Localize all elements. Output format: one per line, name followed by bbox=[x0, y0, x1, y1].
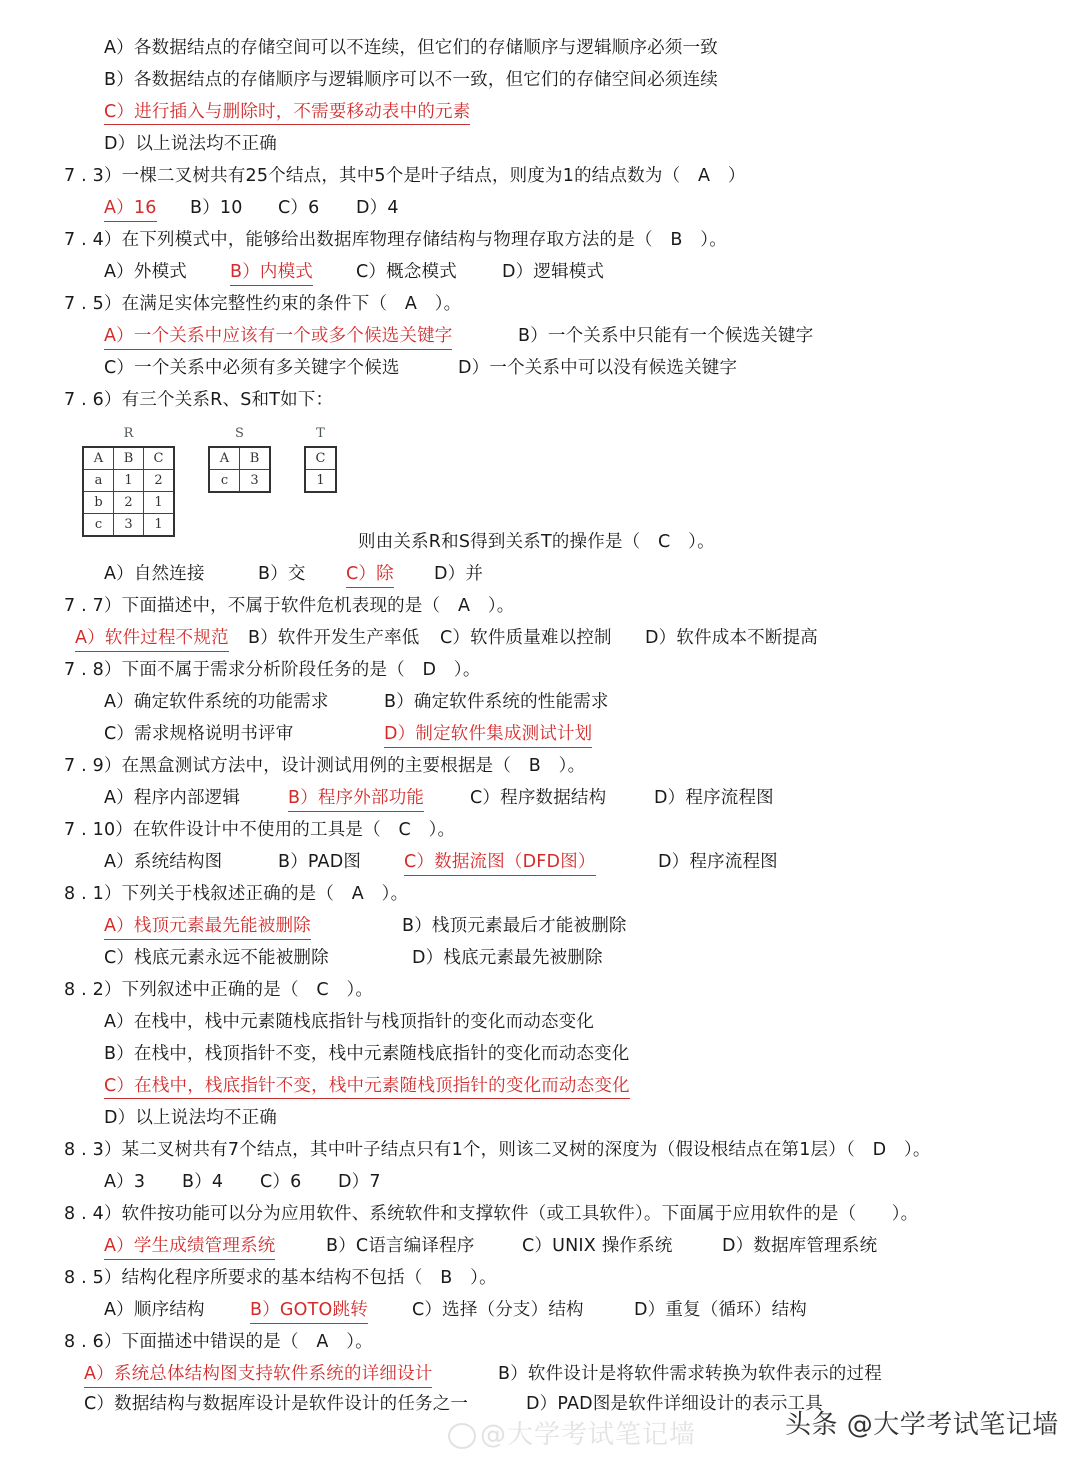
option-a: A）外模式 bbox=[104, 262, 187, 282]
option-d: D）数据库管理系统 bbox=[722, 1236, 878, 1256]
question-7-6: 7 . 6）有三个关系R、S和T如下： bbox=[64, 390, 334, 410]
relation-r-table bbox=[82, 426, 175, 537]
option-d: D）7 bbox=[338, 1172, 381, 1192]
option-b: B）一个关系中只能有一个候选关键字 bbox=[518, 326, 814, 346]
option-d: D）逻辑模式 bbox=[502, 262, 605, 282]
option-c: C）6 bbox=[260, 1172, 302, 1192]
option-d: D）PAD图是软件详细设计的表示工具 bbox=[526, 1394, 823, 1414]
option-c: C）6 bbox=[278, 198, 320, 218]
question-7-8: 7 . 8）下面不属于需求分析阶段任务的是（ D ）。 bbox=[64, 660, 481, 680]
option-d: D）程序流程图 bbox=[654, 788, 774, 808]
option-b: B）软件设计是将软件需求转换为软件表示的过程 bbox=[498, 1364, 882, 1384]
option-a: A）自然连接 bbox=[104, 564, 205, 584]
option-a-answer: A）栈顶元素最先能被删除 bbox=[104, 915, 311, 940]
option-c: C）软件质量难以控制 bbox=[440, 628, 612, 648]
question-8-2-option-b: B）在栈中，栈顶指针不变，栈中元素随栈底指针的变化而动态变化 bbox=[104, 1044, 630, 1064]
option-a-answer: A）16 bbox=[104, 197, 157, 222]
question-8-4: 8 . 4）软件按功能可以分为应用软件、系统软件和支撑软件（或工具软件）。下面属于应用软件的是（ ）。 bbox=[64, 1204, 919, 1224]
q7-2-option-b: B）各数据结点的存储顺序与逻辑顺序可以不一致，但它们的存储空间必须连续 bbox=[104, 70, 719, 90]
r-cell: b bbox=[83, 492, 114, 514]
option-a: A）系统结构图 bbox=[104, 852, 223, 872]
option-d: D）一个关系中可以没有候选关键字 bbox=[458, 358, 738, 378]
relation-s-title: S bbox=[235, 426, 244, 441]
question-8-1: 8 . 1）下列关于栈叙述正确的是（ A ）。 bbox=[64, 884, 409, 904]
r-cell: 2 bbox=[114, 492, 144, 514]
relation-r-title: R bbox=[123, 426, 134, 441]
q7-2-option-a: A）各数据结点的存储空间可以不连续，但它们的存储顺序与逻辑顺序必须一致 bbox=[104, 38, 718, 58]
option-c: C）程序数据结构 bbox=[470, 788, 607, 808]
relation-t-title: T bbox=[316, 426, 325, 441]
option-b: B）PAD图 bbox=[278, 852, 362, 872]
option-c-answer: C）数据流图（DFD图） bbox=[404, 851, 596, 876]
s-cell: c bbox=[209, 470, 240, 493]
option-a-answer: A）软件过程不规范 bbox=[75, 627, 229, 652]
s-header-a: A bbox=[209, 447, 240, 470]
question-7-7: 7 . 7）下面描述中，不属于软件危机表现的是（ A ）。 bbox=[64, 596, 515, 616]
question-7-3: 7 . 3）一棵二叉树共有25个结点，其中5个是叶子结点，则度为1的结点数为（ A ） bbox=[64, 166, 746, 186]
q7-2-option-c-answer: C）进行插入与删除时，不需要移动表中的元素 bbox=[104, 101, 470, 123]
question-8-2: 8 . 2）下列叙述中正确的是（ C ）。 bbox=[64, 980, 374, 1000]
option-d-answer: D）制定软件集成测试计划 bbox=[384, 723, 592, 748]
s-cell: 3 bbox=[240, 470, 271, 493]
r-header-c: C bbox=[144, 447, 175, 470]
option-c: C）概念模式 bbox=[356, 262, 457, 282]
option-d: D）栈底元素最先被删除 bbox=[412, 948, 603, 968]
option-a: A）顺序结构 bbox=[104, 1300, 205, 1320]
option-c: C）数据结构与数据库设计是软件设计的任务之一 bbox=[84, 1394, 469, 1414]
question-7-10: 7 . 10）在软件设计中不使用的工具是（ C ）。 bbox=[64, 820, 456, 840]
question-7-4: 7 . 4）在下列模式中，能够给出数据库物理存储结构与物理存取方法的是（ B ）。 bbox=[64, 230, 727, 250]
option-b-answer: B）内模式 bbox=[230, 261, 313, 286]
option-b: B）确定软件系统的性能需求 bbox=[384, 692, 609, 712]
t-header-c: C bbox=[305, 447, 336, 470]
option-a: A）3 bbox=[104, 1172, 146, 1192]
option-d: D）重复（循环）结构 bbox=[634, 1300, 807, 1320]
weibo-icon bbox=[448, 1423, 476, 1449]
option-d: D）程序流程图 bbox=[658, 852, 778, 872]
option-b: B）栈顶元素最后才能被删除 bbox=[402, 916, 627, 936]
option-d: D）4 bbox=[356, 198, 399, 218]
question-8-5: 8 . 5）结构化程序所要求的基本结构不包括（ B ）。 bbox=[64, 1268, 497, 1288]
option-a-answer: A）系统总体结构图支持软件系统的详细设计 bbox=[84, 1363, 432, 1388]
option-d: D）软件成本不断提高 bbox=[645, 628, 818, 648]
s-header-b: B bbox=[240, 447, 271, 470]
option-c: C）一个关系中必须有多关键字个候选 bbox=[104, 358, 400, 378]
option-c: C）UNIX 操作系统 bbox=[522, 1236, 673, 1256]
option-c: C）选择（分支）结构 bbox=[412, 1300, 584, 1320]
toutiao-watermark: 头条 @大学考试笔记墙 bbox=[785, 1410, 1059, 1440]
relation-s-table bbox=[208, 426, 271, 493]
t-cell: 1 bbox=[305, 470, 336, 493]
option-b: B）软件开发生产率低 bbox=[248, 628, 420, 648]
r-cell: 2 bbox=[144, 470, 175, 492]
question-8-3: 8 . 3）某二叉树共有7个结点，其中叶子结点只有1个，则该二叉树的深度为（假设根结点在第1层）（ D ）。 bbox=[64, 1140, 931, 1160]
q7-2-option-d: D）以上说法均不正确 bbox=[104, 134, 277, 154]
r-cell: c bbox=[83, 514, 114, 537]
option-a: A）确定软件系统的功能需求 bbox=[104, 692, 329, 712]
r-header-a: A bbox=[83, 447, 114, 470]
r-cell: 1 bbox=[114, 470, 144, 492]
option-b-answer: B）GOTO跳转 bbox=[250, 1299, 368, 1324]
question-7-5: 7 . 5）在满足实体完整性约束的条件下（ A ）。 bbox=[64, 294, 462, 314]
question-8-6: 8 . 6）下面描述中错误的是（ A ）。 bbox=[64, 1332, 373, 1352]
option-c: C）需求规格说明书评审 bbox=[104, 724, 294, 744]
relation-t-table bbox=[304, 426, 337, 493]
option-b-answer: B）程序外部功能 bbox=[288, 787, 424, 812]
option-a: A）程序内部逻辑 bbox=[104, 788, 241, 808]
r-header-b: B bbox=[114, 447, 144, 470]
question-8-2-option-d: D）以上说法均不正确 bbox=[104, 1108, 277, 1128]
option-c: C）栈底元素永远不能被删除 bbox=[104, 948, 329, 968]
r-cell: 3 bbox=[114, 514, 144, 537]
question-7-6-sub-stem: 则由关系R和S得到关系T的操作是（ C ）。 bbox=[358, 532, 715, 552]
question-7-9: 7 . 9）在黑盒测试方法中，设计测试用例的主要根据是（ B ）。 bbox=[64, 756, 586, 776]
option-b: B）交 bbox=[258, 564, 306, 584]
r-cell: a bbox=[83, 470, 114, 492]
option-c-answer: C）除 bbox=[346, 563, 394, 588]
question-8-2-option-c-answer: C）在栈中，栈底指针不变，栈中元素随栈顶指针的变化而动态变化 bbox=[104, 1075, 630, 1097]
option-b: B）4 bbox=[182, 1172, 224, 1192]
option-b: B）C语言编译程序 bbox=[326, 1236, 475, 1256]
r-cell: 1 bbox=[144, 492, 175, 514]
weibo-watermark: @大学考试笔记墙 bbox=[448, 1414, 696, 1451]
option-a-answer: A）学生成绩管理系统 bbox=[104, 1235, 275, 1260]
r-cell: 1 bbox=[144, 514, 175, 537]
option-d: D）并 bbox=[434, 564, 484, 584]
option-a-answer: A）一个关系中应该有一个或多个候选关键字 bbox=[104, 325, 452, 350]
option-b: B）10 bbox=[190, 198, 243, 218]
question-8-2-option-a: A）在栈中，栈中元素随栈底指针与栈顶指针的变化而动态变化 bbox=[104, 1012, 595, 1032]
